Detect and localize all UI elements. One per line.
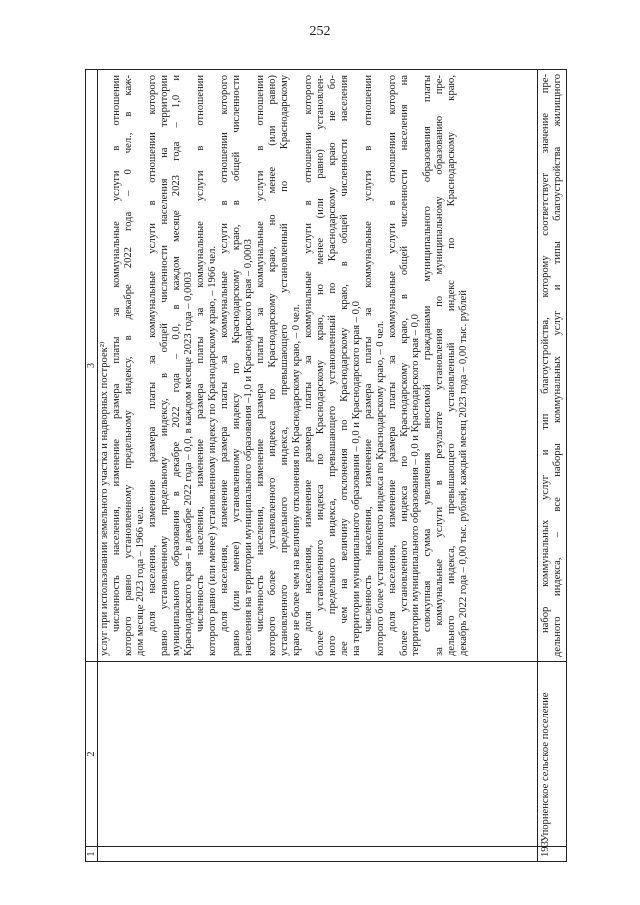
continuation-text-cell — [98, 70, 538, 662]
text-line: услуг при использовании земельного участка и надворных построек²⁾ — [99, 341, 111, 656]
text-line: которого более установленного индекса по Краснодарскому краю, – 0 чел. — [374, 320, 386, 656]
text-line: более установленного индекса по Краснодарскому краю, но менее (или равно) установлен- — [314, 75, 326, 656]
text-line: дом месяце 2023 года – 1966 чел. — [135, 506, 147, 656]
table-row-continuation — [98, 70, 538, 862]
header-col-2: 2 — [86, 662, 98, 847]
text-line: установленного предельного индекса, превышающего установленный по Краснодарскому — [278, 75, 290, 656]
continuation-name-cell — [98, 662, 538, 847]
text-line: равно установленному предельному индексу, в общей численности населения на территории — [159, 75, 171, 656]
text-line: ного предельного индекса, превышающего установленный по Краснодарскому краю не бо- — [326, 75, 338, 656]
continuation-number-cell — [98, 847, 538, 862]
text-line: за коммунальные услуги в результате установления по муниципальному образованию пре- — [434, 75, 446, 656]
text-line: лее чем на величину отклонения по Краснодарскому краю, в общей численности населения — [338, 75, 350, 656]
text-line: краю не более чем на величину отклонения по Краснодарскому краю, – 0 чел. — [290, 304, 302, 656]
text-line: которого равно установленному предельному индексу, в декабре 2022 года – 0 чел., в каж- — [123, 75, 135, 656]
indices-table — [85, 69, 567, 862]
rotated-table-container — [85, 70, 567, 862]
text-line: доля населения, изменение размера платы за коммунальные услуги в отношении которого — [302, 75, 314, 632]
row-number-cell: 193 — [538, 847, 567, 862]
text-line: набор коммунальных услуг и тип благоустройства, которому соответствует значение пре- — [540, 74, 552, 633]
text-line: населения на территории муниципального образования –1,0 и Краснодарского края – 0,0003 — [242, 239, 254, 656]
header-col-3: 3 — [86, 70, 98, 662]
text-line: доля населения, изменение размера платы за коммунальные услуги в отношении которого — [218, 75, 230, 632]
text-line: которого равно (или менее) установленному индексу по Краснодарскому краю, – 1966 чел. — [207, 245, 219, 656]
rotated-table — [85, 70, 567, 862]
text-line: равно (или менее) установленному индексу по Краснодарскому краю, в общей численности — [230, 75, 242, 656]
text-line: численность населения, изменение размера платы за коммунальные услуги в отношении — [254, 75, 266, 632]
text-line: Краснодарского края – в декабре 2022 года – 0,0, в каждом месяце 2023 года – 0,0003 — [183, 271, 195, 656]
text-line: дельного индекса, превышающего установленный индекс по Краснодарскому краю, — [446, 75, 458, 656]
text-line: декабрь 2022 года – 0,00 тыс. рублей, каждый месяц 2023 года – 0,00 тыс. рублей — [458, 290, 470, 656]
header-col-1: 1 — [86, 847, 98, 862]
text-line: муниципального образования в декабре 2022 года – 0,0, в каждом месяце 2023 года – 1,0 и — [171, 75, 183, 656]
text-line: которого более установленного индекса по Краснодарскому краю, но менее (или равно) — [266, 75, 278, 656]
text-line: численность населения, изменение размера платы за коммунальные услуги в отношении — [111, 75, 123, 632]
text-line: дельного индекса, – все наборы коммунальных услуг и типы благоустройства жилищного — [552, 74, 564, 657]
row-193-text-cell — [538, 70, 567, 662]
page-number: 252 — [309, 24, 331, 39]
text-line: доля населения, изменение размера платы за коммунальные услуги в отношении которого — [147, 75, 159, 632]
text-line: доля населения, изменение размера платы за коммунальные услуги в отношении которого — [386, 75, 398, 632]
text-line: численность населения, изменение размера платы за коммунальные услуги в отношении — [195, 75, 207, 632]
text-line: численность населения, изменение размера платы за коммунальные услуги в отношении — [362, 75, 374, 632]
settlement-name-cell: Упорненское сельское поселение — [538, 662, 567, 847]
table-row-193 — [538, 70, 567, 862]
text-line: более установленного индекса по Краснодарскому краю, в общей численности населения на — [398, 75, 410, 656]
text-line: совокупная сумма увеличения вносимой гражданами муниципального образования платы — [422, 75, 434, 632]
table-header-row — [86, 70, 98, 862]
text-line: территории муниципального образования – 0,0 и Краснодарского края – 0,0 — [410, 314, 422, 656]
text-line: на территории муниципального образования – 0,0 и Краснодарского края – 0,0 — [350, 301, 362, 656]
